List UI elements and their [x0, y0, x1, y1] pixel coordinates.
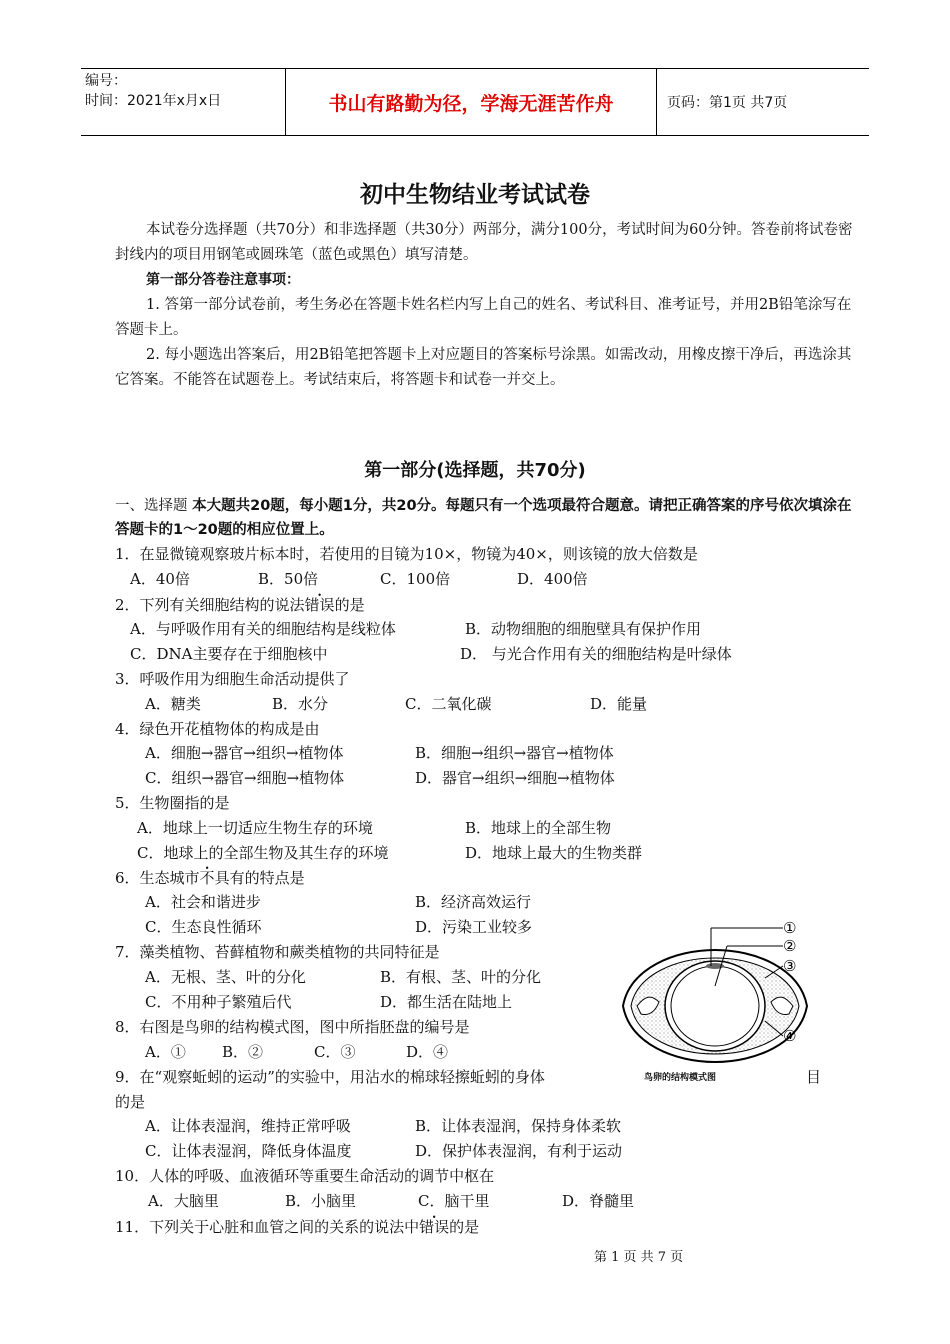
- note-2: 2. 每小题选出答案后，用2B铅笔把答题卡上对应题目的答案标号涂黑。如需改动，用橡皮擦干净后，再选涂其它答案。不能答在试题卷上。考试结束后，将答题卡和试卷一并交上。: [115, 347, 852, 388]
- date-label: 时间：2021年x月x日: [85, 93, 222, 109]
- q8-option-a: A．①: [145, 1043, 186, 1061]
- q5-stem: 5．生物圈指的是: [115, 794, 230, 812]
- q4-option-b: B．细胞→组织→器官→植物体: [415, 744, 614, 762]
- q10-stem: 10．人体的呼吸、血液循环等重要生命活动的调节中枢在: [115, 1167, 495, 1185]
- instruction-bold: 本大题共20题，每小题1分，共20分。每题只有一个选项最符合题意。请把正确答案的序号依次填涂在答题卡的1～20题的相应位置上。: [115, 498, 852, 538]
- intro-paragraph: 本试卷分选择题（共70分）和非选择题（共30分）两部分，满分100分，考试时间为60分钟。答卷前将试卷密封线内的项目用钢笔或圆珠笔（蓝色或黑色）填写清楚。: [115, 222, 853, 263]
- q5-option-d: D．地球上最大的生物类群: [465, 844, 643, 862]
- q3-option-a: A．糖类: [145, 695, 201, 713]
- q3-option-c: C．二氧化碳: [405, 695, 492, 713]
- header-motto-cell: [285, 69, 657, 135]
- q7-option-b: B．有根、茎、叶的分化: [380, 968, 542, 986]
- q7-option-a: A．无根、茎、叶的分化: [145, 968, 306, 986]
- q6-stem-pre: 6．生态城市: [115, 869, 200, 887]
- exam-title: 初中生物结业考试试卷: [360, 182, 590, 208]
- q8-stem: 8．右图是鸟卵的结构模式图，图中所指胚盘的编号是: [115, 1018, 470, 1036]
- q9-option-c: C．让体表湿润，降低身体温度: [145, 1142, 352, 1160]
- q4-option-c: C．组织→器官→细胞→植物体: [145, 769, 345, 787]
- q2-option-d: D． 与光合作用有关的细胞结构是叶绿体: [460, 645, 732, 663]
- q2-stem-pre: 2．下列有关细胞结构的说法: [115, 596, 305, 614]
- q5-option-c: C．地球上的全部生物及其生存的环境: [137, 844, 389, 862]
- note-1: 1. 答第一部分试卷前，考生务必在答题卡姓名栏内写上自己的姓名、考试科目、准考证号，并用2B铅笔涂写在答题卡上。: [115, 297, 852, 338]
- q5-option-a: A．地球上一切适应生物生存的环境: [137, 819, 373, 837]
- figure-label-1: ①: [783, 919, 797, 937]
- q1-stem: 1．在显微镜观察玻片标本时，若使用的目镜为10×，物镜为40×，则该镜的放大倍数是: [115, 545, 698, 563]
- q6-option-b: B．经济高效运行: [415, 893, 532, 911]
- motto-text: 书山有路勤为径，学海无涯苦作舟: [328, 92, 614, 115]
- q7-stem: 7．藻类植物、苔藓植物和蕨类植物的共同特征是: [115, 943, 440, 961]
- page-label: 页码：第1页 共7页: [667, 95, 788, 111]
- q11-stem-post: 的是: [449, 1218, 480, 1236]
- q5-option-b: B．地球上的全部生物: [465, 819, 612, 837]
- q8-option-c: C．③: [314, 1043, 356, 1061]
- figure-caption: 鸟卵的结构模式图: [644, 1073, 717, 1083]
- q4-stem: 4．绿色开花植物体的构成是由: [115, 720, 320, 738]
- q6-option-d: D．污染工业较多: [415, 918, 533, 936]
- header-meta: [81, 69, 285, 135]
- q6-option-c: C．生态良性循环: [145, 918, 262, 936]
- q10-option-a: A．大脑里: [148, 1192, 219, 1210]
- q9-stem-continued: 的是: [115, 1093, 146, 1111]
- q6-option-a: A．社会和谐进步: [145, 893, 261, 911]
- q2-option-a: A．与呼吸作用有关的细胞结构是线粒体: [130, 620, 396, 638]
- number-label: 编号：: [85, 73, 127, 89]
- q3-option-d: D．能量: [590, 695, 648, 713]
- q3-option-b: B．水分: [272, 695, 329, 713]
- page-footer: 第 1 页 共 7 页: [594, 1250, 684, 1265]
- q9-option-a: A．让体表湿润，维持正常呼吸: [145, 1117, 351, 1135]
- figure-label-4: ④: [783, 1027, 797, 1045]
- bird-egg-diagram: [615, 916, 815, 1081]
- q11-stem-pre: 11．下列关于心脏和血管之间的关系的说法中: [115, 1218, 420, 1236]
- q1-option-d: D．400倍: [517, 570, 588, 588]
- figure-label-2: ②: [783, 937, 797, 955]
- header-page-cell: [657, 69, 869, 135]
- q10-option-c: C．脑干里: [418, 1192, 490, 1210]
- q2-option-c: C．DNA主要存在于细胞核中: [130, 645, 328, 663]
- q1-option-a: A．40倍: [130, 570, 190, 588]
- page-header: [81, 68, 869, 136]
- q2-stem: [115, 595, 365, 615]
- q9-stem: 9．在“观察蚯蚓的运动”的实验中，用沾水的棉球轻擦蚯蚓的身体: [115, 1068, 545, 1086]
- q1-option-c: C．100倍: [380, 570, 451, 588]
- q6-stem-post: 具有的特点是: [214, 869, 305, 887]
- q1-option-b: B．50倍: [258, 570, 319, 588]
- q2-stem-emphasis: 错误: [304, 596, 335, 614]
- q8-option-b: B．②: [222, 1043, 264, 1061]
- q3-stem: 3．呼吸作用为细胞生命活动提供了: [115, 670, 350, 688]
- q10-option-b: B．小脑里: [285, 1192, 357, 1210]
- q9-option-d: D．保护体表湿润，有利于运动: [415, 1142, 623, 1160]
- q2-option-b: B．动物细胞的细胞壁具有保护作用: [465, 620, 702, 638]
- instruction-prefix: 一、选择题: [115, 498, 193, 514]
- q6-stem-emphasis: 不: [199, 869, 215, 887]
- q7-option-c: C．不用种子繁殖后代: [145, 993, 292, 1011]
- egg-yolk: [665, 961, 765, 1051]
- figure-label-3: ③: [783, 957, 797, 975]
- section-title: 第一部分(选择题，共70分): [364, 460, 586, 481]
- q4-option-d: D．器官→组织→细胞→植物体: [415, 769, 615, 787]
- q6-stem: [115, 868, 305, 888]
- q11-stem: [115, 1217, 479, 1237]
- q11-stem-emphasis: 错误: [419, 1218, 450, 1236]
- q9-stem-tail: 目: [806, 1068, 822, 1086]
- section-instruction: [115, 494, 855, 542]
- q2-stem-post: 的是: [334, 596, 365, 614]
- q9-option-b: B．让体表湿润，保持身体柔软: [415, 1117, 622, 1135]
- q8-option-d: D．④: [406, 1043, 449, 1061]
- q4-option-a: A．细胞→器官→组织→植物体: [145, 744, 344, 762]
- notes-heading: 第一部分答卷注意事项：: [146, 272, 300, 288]
- q7-option-d: D．都生活在陆地上: [380, 993, 513, 1011]
- q10-option-d: D．脊髓里: [562, 1192, 635, 1210]
